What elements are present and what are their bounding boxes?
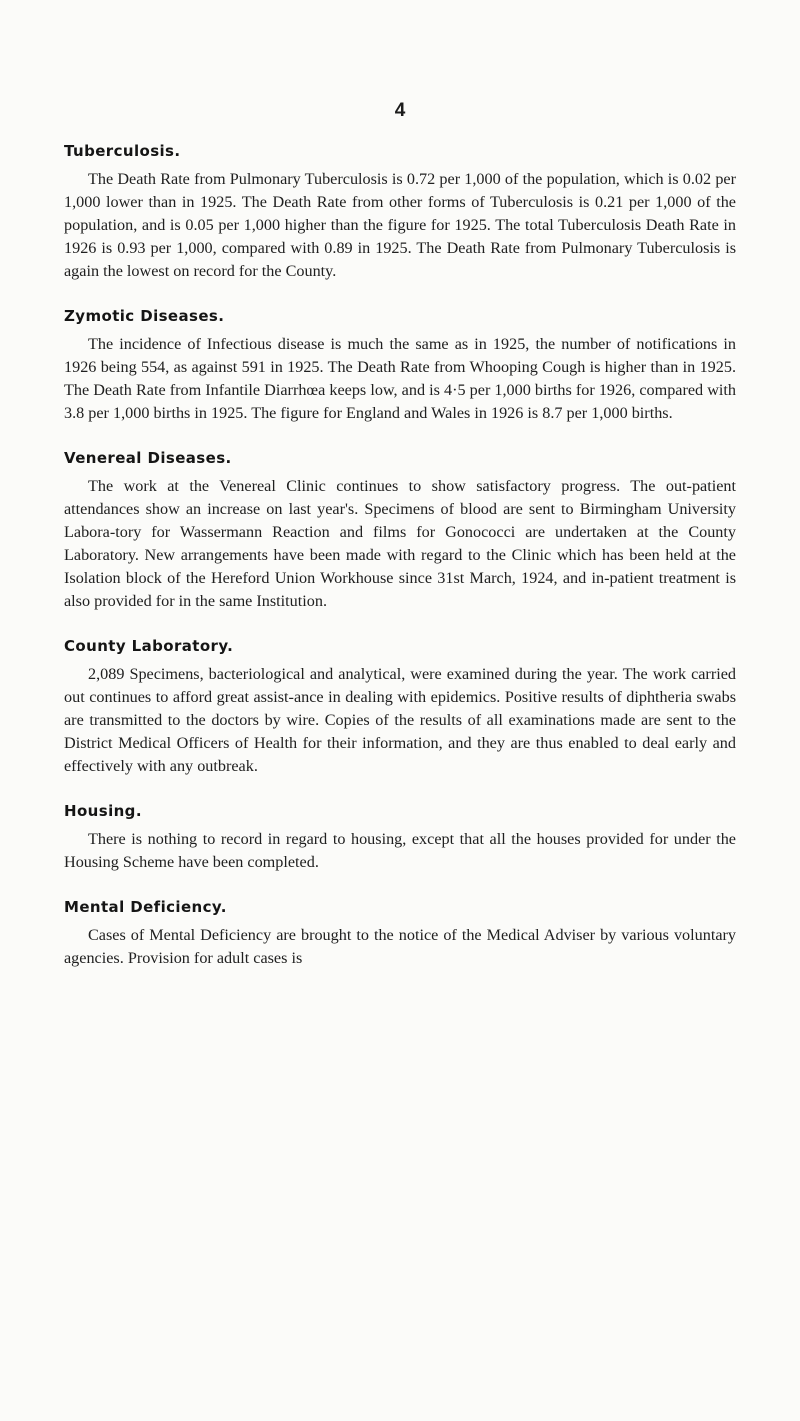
section-heading: Housing. bbox=[64, 802, 142, 820]
section-venereal-diseases bbox=[64, 447, 736, 613]
section-housing bbox=[64, 800, 736, 874]
section-county-laboratory bbox=[64, 635, 736, 778]
section-heading: Zymotic Diseases. bbox=[64, 307, 225, 325]
section-tuberculosis bbox=[64, 140, 736, 283]
section-heading: Venereal Diseases. bbox=[64, 449, 232, 467]
section-zymotic-diseases bbox=[64, 305, 736, 425]
section-heading: County Laboratory. bbox=[64, 637, 234, 655]
section-body: The incidence of Infectious disease is much the same as in 1925, the number of notifications in 1926 being 554, as against 591 in 1925. The Death Rate from Whooping Cough is higher than in 1925. The Death Rate from Infantile Diarrhœa keeps low, and is 4·5 per 1,000 births for 1926, compared with 3.8 per 1,000 births in 1925. The figure for England and Wales in 1926 is 8.7 per 1,000 births. bbox=[64, 335, 736, 422]
section-body: There is nothing to record in regard to housing, except that all the houses provided for under the Housing Scheme have been completed. bbox=[64, 830, 736, 871]
section-body: The Death Rate from Pulmonary Tuberculosis is 0.72 per 1,000 of the population, which is 0.02 per 1,000 lower than in 1925. The Death Rate from other forms of Tuberculosis is 0.21 per 1,000 of the population, and is 0.05 per 1,000 higher than the figure for 1925. The total Tuberculosis Death Rate in 1926 is 0.93 per 1,000, compared with 0.89 in 1925. The Death Rate from Pulmonary Tuberculosis is again the lowest on record for the County. bbox=[64, 170, 736, 280]
page-content bbox=[64, 140, 736, 992]
section-heading: Mental Deficiency. bbox=[64, 898, 227, 916]
section-body: Cases of Mental Deficiency are brought to the notice of the Medical Adviser by various voluntary agencies. Provision for adult cases is bbox=[64, 926, 736, 967]
section-heading: Tuberculosis. bbox=[64, 142, 181, 160]
page-number: 4 bbox=[394, 100, 406, 121]
section-mental-deficiency bbox=[64, 896, 736, 970]
section-body: 2,089 Specimens, bacteriological and analytical, were examined during the year. The work carried out continues to afford great assist-ance in dealing with epidemics. Positive results of diphtheria swabs are transmitted to the doctors by wire. Copies of the results of all examinations made are sent to the District Medical Officers of Health for their information, and they are thus enabled to deal early and effectively with any outbreak. bbox=[64, 665, 736, 775]
section-body: The work at the Venereal Clinic continues to show satisfactory progress. The out-patient attendances show an increase on last year's. Specimens of blood are sent to Birmingham University Labora-tory for Wassermann Reaction and films for Gonococci are undertaken at the County Laboratory. New arrangements have been made with regard to the Clinic which has been held at the Isolation block of the Hereford Union Workhouse since 31st March, 1924, and in-patient treatment is also provided for in the same Institution. bbox=[64, 477, 736, 610]
